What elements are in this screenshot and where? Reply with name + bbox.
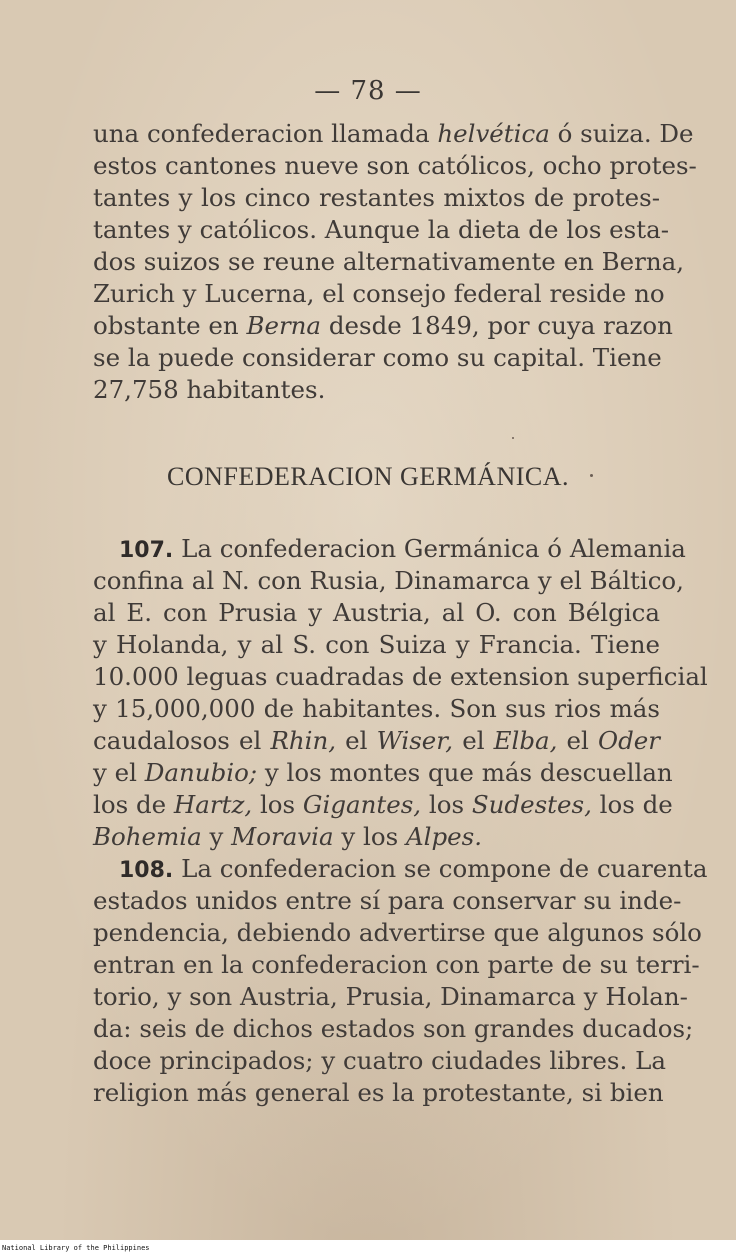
text-line xyxy=(93,118,694,150)
text-line xyxy=(93,150,697,182)
text-line xyxy=(93,374,660,406)
text-line xyxy=(93,725,660,757)
text-line xyxy=(93,821,660,853)
text-run: confina al N. con Rusia, Dinamarca y el Báltico, xyxy=(93,566,684,595)
text-line xyxy=(93,182,660,214)
text-run: La confederacion Germánica ó Alemania xyxy=(173,534,686,563)
text-run: los xyxy=(421,790,472,819)
text-line xyxy=(93,853,708,885)
text-line xyxy=(93,214,669,246)
text-line xyxy=(93,661,708,693)
italic-term: Moravia xyxy=(231,822,334,851)
text-line xyxy=(93,597,660,629)
text-run: da: seis de dichos estados son grandes ducados; xyxy=(93,1014,694,1043)
ink-speck xyxy=(512,437,514,439)
text-run: estados unidos entre sí para conservar su inde- xyxy=(93,886,682,915)
text-line xyxy=(93,917,702,949)
library-credit: National Library of the Philippines xyxy=(2,1244,150,1252)
text-run: los de xyxy=(93,790,174,819)
page-number: — 78 — xyxy=(314,76,422,106)
paragraph-108 xyxy=(93,853,708,1109)
italic-term: helvética xyxy=(437,119,550,148)
text-run: estos cantones nueve son católicos, ocho protes- xyxy=(93,151,697,180)
italic-term: Gigantes, xyxy=(302,790,422,819)
text-run: ó suiza. De xyxy=(549,119,694,148)
text-run: los de xyxy=(591,790,673,819)
paragraph-number: 108. xyxy=(119,858,174,883)
italic-term: Danubio; xyxy=(144,758,258,787)
text-line xyxy=(93,693,660,725)
text-run: caudalosos el xyxy=(93,726,271,755)
text-run: el xyxy=(453,726,494,755)
italic-term: Berna xyxy=(246,311,322,340)
paragraph-107 xyxy=(93,533,708,853)
text-run: obstante en xyxy=(93,311,247,340)
text-run: religion más general es la protestante, si bien xyxy=(93,1078,664,1107)
italic-term: Hartz, xyxy=(173,790,253,819)
text-run: el xyxy=(557,726,598,755)
italic-term: Wiser, xyxy=(376,726,454,755)
text-run: una confederacion llamada xyxy=(93,119,438,148)
text-run: tantes y católicos. Aunque la dieta de los esta- xyxy=(93,215,669,244)
text-line xyxy=(93,629,660,661)
text-line xyxy=(93,533,686,565)
text-line xyxy=(93,278,665,310)
text-line xyxy=(93,565,684,597)
italic-term: Bohemia xyxy=(93,822,202,851)
text-run: 10.000 leguas cuadradas de extension superficial xyxy=(93,662,708,691)
text-line xyxy=(93,789,673,821)
text-line xyxy=(93,757,673,789)
text-line xyxy=(93,1077,664,1109)
text-run: al E. con Prusia y Austria, al O. con Bélgica xyxy=(93,598,660,627)
text-run: pendencia, debiendo advertirse que algunos sólo xyxy=(93,918,702,947)
italic-term: Alpes. xyxy=(405,822,483,851)
text-run: desde 1849, por cuya razon xyxy=(321,311,673,340)
section-heading: CONFEDERACION GERMÁNICA. xyxy=(166,462,569,491)
text-line xyxy=(93,981,688,1013)
text-run: y los montes que más descuellan xyxy=(257,758,673,787)
text-run: y el xyxy=(93,758,145,787)
text-run: 27,758 habitantes. xyxy=(93,375,326,404)
text-run: La confederacion se compone de cuarenta xyxy=(173,854,708,883)
text-run: doce principados; y cuatro ciudades libres. La xyxy=(93,1046,666,1075)
text-run: el xyxy=(336,726,377,755)
text-run: y 15,000,000 de habitantes. Son sus rios más xyxy=(93,694,660,723)
intro-paragraph xyxy=(93,118,697,406)
text-line xyxy=(93,1013,694,1045)
text-line xyxy=(93,246,685,278)
text-line xyxy=(93,885,682,917)
text-run: torio, y son Austria, Prusia, Dinamarca y Holan- xyxy=(93,982,688,1011)
text-run: los xyxy=(252,790,303,819)
text-line xyxy=(93,342,660,374)
text-run: y los xyxy=(333,822,406,851)
text-run: y Holanda, y al S. con Suiza y Francia. Tiene xyxy=(93,630,660,659)
ink-speck xyxy=(590,474,593,477)
text-run: Zurich y Lucerna, el consejo federal reside no xyxy=(93,279,665,308)
text-line xyxy=(93,1045,666,1077)
italic-term: Oder xyxy=(598,726,660,755)
text-run: dos suizos se reune alternativamente en Berna, xyxy=(93,247,685,276)
paragraph-number: 107. xyxy=(119,538,174,563)
text-run: entran en la confederacion con parte de su terri- xyxy=(93,950,700,979)
text-run: y xyxy=(201,822,232,851)
italic-term: Sudestes, xyxy=(471,790,592,819)
text-line xyxy=(93,949,700,981)
text-run: tantes y los cinco restantes mixtos de protes- xyxy=(93,183,660,212)
text-run: se la puede considerar como su capital. Tiene xyxy=(93,343,662,372)
italic-term: Rhin, xyxy=(270,726,337,755)
italic-term: Elba, xyxy=(493,726,558,755)
text-line xyxy=(93,310,673,342)
